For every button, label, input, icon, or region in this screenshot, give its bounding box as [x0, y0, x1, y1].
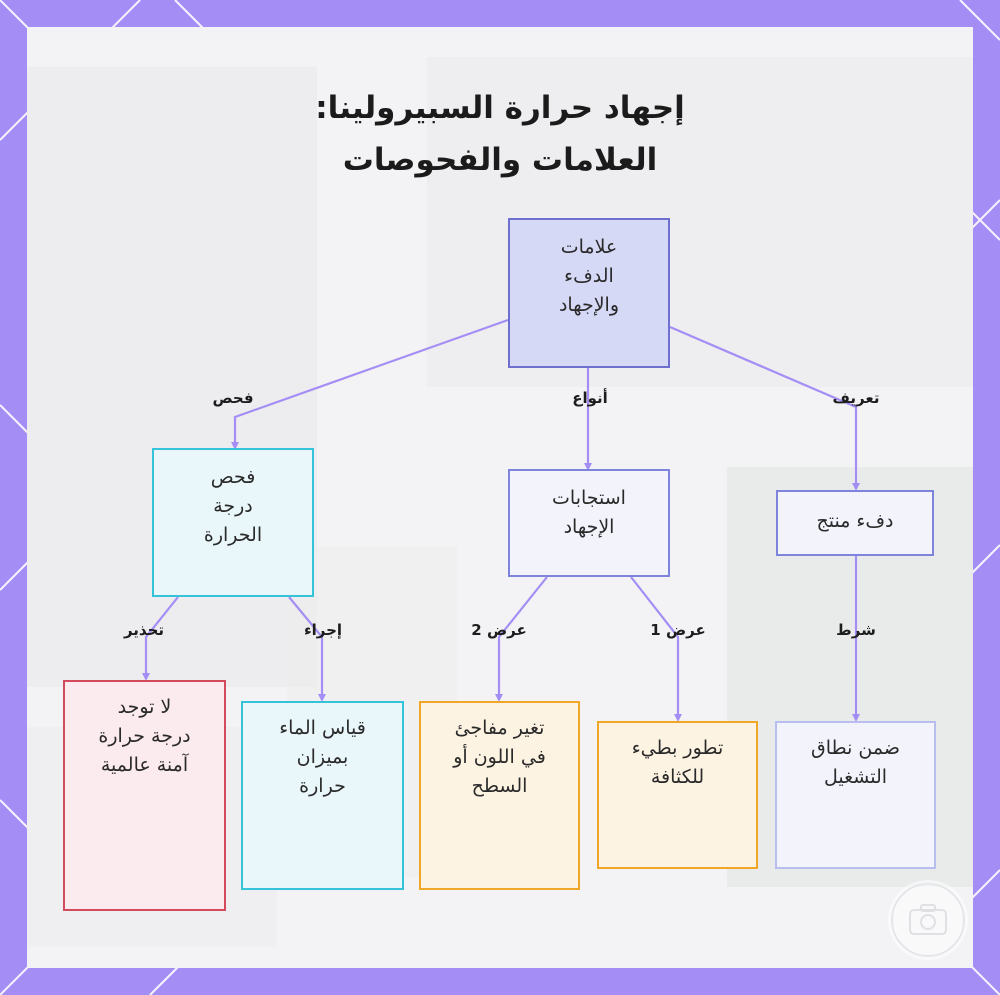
node-slow-line-2: للكثافة: [650, 766, 705, 788]
node-slow-line-1: تطور بطيء: [631, 737, 724, 759]
edge-label-types: أنواع: [572, 389, 608, 407]
node-sudden-line-2: في اللون أو: [453, 746, 546, 768]
node-stress-line-2: الإجهاد: [563, 516, 615, 538]
edge-label-definition: تعريف: [832, 389, 880, 407]
node-root-line-1: علامات: [560, 236, 618, 258]
node-temperature-check[interactable]: [152, 448, 314, 597]
node-stress-line-1: استجابات: [552, 487, 626, 509]
node-root-line-3: والإجهاد: [558, 294, 620, 316]
edge-label-condition: شرط: [836, 621, 876, 639]
edge-label-symptom-1: عرض 1: [650, 621, 706, 639]
edge-temp-check-to-measure-water: [289, 597, 322, 698]
node-root-warmth-stress-signs[interactable]: [508, 218, 670, 368]
node-measure-line-3: حرارة: [299, 775, 346, 797]
node-range-line-1: ضمن نطاق: [810, 737, 901, 759]
node-within-operating-range[interactable]: [775, 721, 936, 869]
node-no-universal-safe-temp[interactable]: [63, 680, 226, 911]
node-temp-check-line-2: درجة: [213, 495, 253, 517]
diagram-panel: [27, 27, 973, 968]
node-measure-water-temp[interactable]: [241, 701, 404, 890]
edge-label-procedure: إجراء: [303, 621, 343, 639]
node-temp-check-line-1: فحص: [210, 466, 256, 488]
node-sudden-line-1: تغير مفاجئ: [454, 717, 545, 739]
node-measure-line-1: قياس الماء: [279, 717, 366, 739]
node-sudden-color-change[interactable]: [419, 701, 580, 890]
node-slow-clumping[interactable]: [597, 721, 758, 869]
node-sudden-line-3: السطح: [471, 775, 528, 797]
node-no-safe-line-3: آمنة عالمية: [100, 754, 189, 776]
node-range-line-2: التشغيل: [823, 766, 888, 788]
edge-stress-to-slow-clumping: [631, 577, 678, 718]
node-root-line-2: الدفء: [564, 265, 614, 287]
node-temp-check-line-3: الحرارة: [203, 524, 263, 546]
title-line-2: العلامات والفحوصات: [342, 142, 658, 178]
edge-label-warning: تحذير: [123, 621, 165, 639]
node-measure-line-2: بميزان: [296, 746, 349, 768]
node-stress-responses[interactable]: [508, 469, 670, 577]
node-warmth-line-1: دفء منتج: [816, 510, 894, 532]
node-no-safe-line-2: درجة حرارة: [98, 725, 191, 747]
edge-root-to-temp-check: [235, 320, 508, 446]
edge-label-check: فحص: [212, 389, 254, 407]
node-no-safe-line-1: لا توجد: [117, 696, 172, 718]
edge-root-to-product-warmth: [670, 327, 856, 487]
edge-label-symptom-2: عرض 2: [471, 621, 527, 639]
node-product-warmth[interactable]: [776, 490, 934, 556]
title-line-1: إجهاد حرارة السبيرولينا:: [315, 90, 685, 126]
camera-watermark-icon: [885, 877, 971, 963]
